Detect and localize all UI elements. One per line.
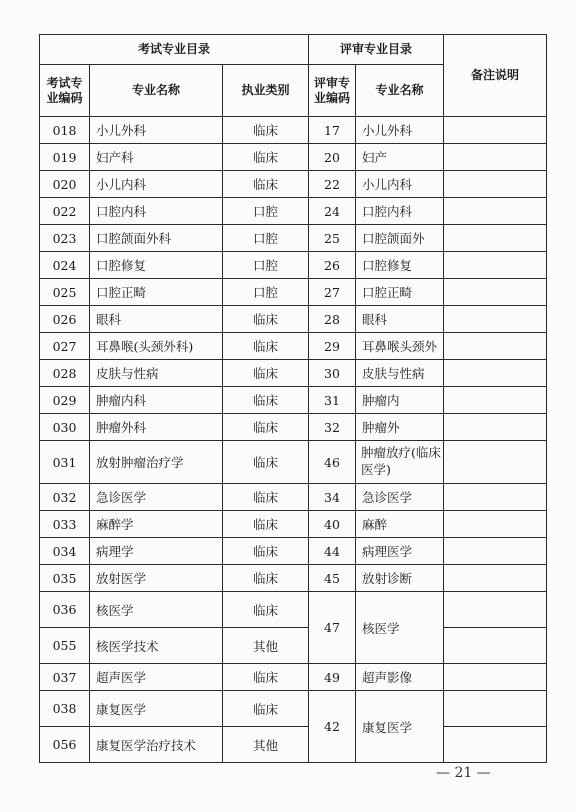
review-code: 32 — [309, 414, 356, 441]
review-code: 28 — [309, 306, 356, 333]
table-row — [40, 538, 547, 565]
review-name: 小儿外科 — [356, 117, 444, 144]
table-row — [40, 628, 547, 664]
exam-name: 妇产科 — [90, 144, 223, 171]
exam-code: 026 — [40, 306, 90, 333]
remarks-cell — [444, 592, 547, 628]
exam-name: 肿瘤内科 — [90, 387, 223, 414]
review-name: 耳鼻喉头颈外 — [356, 333, 444, 360]
table-row — [40, 387, 547, 414]
table-row — [40, 279, 547, 306]
practice-type: 临床 — [223, 387, 309, 414]
table-row — [40, 592, 547, 628]
exam-code: 055 — [40, 628, 90, 664]
exam-code: 037 — [40, 664, 90, 691]
remarks-cell — [444, 664, 547, 691]
table-row — [40, 414, 547, 441]
review-name: 皮肤与性病 — [356, 360, 444, 387]
review-name: 小儿内科 — [356, 171, 444, 198]
practice-type-header: 执业类别 — [223, 65, 309, 117]
exam-code: 028 — [40, 360, 90, 387]
table-row — [40, 484, 547, 511]
review-name: 超声影像 — [356, 664, 444, 691]
exam-code: 030 — [40, 414, 90, 441]
practice-type: 临床 — [223, 441, 309, 484]
review-catalog-header: 评审专业目录 — [309, 35, 444, 65]
remarks-cell — [444, 117, 547, 144]
review-code: 40 — [309, 511, 356, 538]
review-code: 42 — [309, 691, 356, 763]
remarks-cell — [444, 198, 547, 225]
exam-name-header: 专业名称 — [90, 65, 223, 117]
review-code: 22 — [309, 171, 356, 198]
review-code: 30 — [309, 360, 356, 387]
table-row — [40, 691, 547, 727]
exam-code: 023 — [40, 225, 90, 252]
practice-type: 临床 — [223, 592, 309, 628]
exam-code: 034 — [40, 538, 90, 565]
review-code: 31 — [309, 387, 356, 414]
exam-code: 019 — [40, 144, 90, 171]
review-code: 27 — [309, 279, 356, 306]
exam-name: 口腔修复 — [90, 252, 223, 279]
table-row — [40, 441, 547, 484]
review-code: 26 — [309, 252, 356, 279]
review-name: 口腔颌面外 — [356, 225, 444, 252]
exam-code: 024 — [40, 252, 90, 279]
exam-code: 029 — [40, 387, 90, 414]
exam-code: 033 — [40, 511, 90, 538]
remarks-header: 备注说明 — [444, 35, 547, 117]
remarks-cell — [444, 628, 547, 664]
review-name: 口腔内科 — [356, 198, 444, 225]
exam-code: 025 — [40, 279, 90, 306]
table-row — [40, 117, 547, 144]
review-code: 29 — [309, 333, 356, 360]
practice-type: 口腔 — [223, 225, 309, 252]
practice-type: 临床 — [223, 484, 309, 511]
practice-type: 临床 — [223, 664, 309, 691]
specialty-catalog-table — [39, 34, 547, 763]
exam-name: 小儿内科 — [90, 171, 223, 198]
review-name-header: 专业名称 — [356, 65, 444, 117]
table-row — [40, 333, 547, 360]
table-row — [40, 565, 547, 592]
review-name: 肿瘤外 — [356, 414, 444, 441]
review-name: 妇产 — [356, 144, 444, 171]
remarks-cell — [444, 252, 547, 279]
exam-name: 眼科 — [90, 306, 223, 333]
remarks-cell — [444, 360, 547, 387]
remarks-cell — [444, 484, 547, 511]
header-row-1 — [40, 35, 547, 65]
exam-name: 超声医学 — [90, 664, 223, 691]
practice-type: 口腔 — [223, 252, 309, 279]
exam-name: 肿瘤外科 — [90, 414, 223, 441]
exam-code-header: 考试专业编码 — [40, 65, 90, 117]
exam-code: 027 — [40, 333, 90, 360]
practice-type: 临床 — [223, 511, 309, 538]
table-row — [40, 171, 547, 198]
practice-type: 临床 — [223, 144, 309, 171]
table-row — [40, 360, 547, 387]
exam-name: 小儿外科 — [90, 117, 223, 144]
review-code: 17 — [309, 117, 356, 144]
exam-name: 口腔正畸 — [90, 279, 223, 306]
practice-type: 口腔 — [223, 279, 309, 306]
exam-code: 032 — [40, 484, 90, 511]
remarks-cell — [444, 171, 547, 198]
review-name: 急诊医学 — [356, 484, 444, 511]
table-row — [40, 511, 547, 538]
remarks-cell — [444, 511, 547, 538]
remarks-cell — [444, 387, 547, 414]
remarks-cell — [444, 691, 547, 727]
practice-type: 临床 — [223, 691, 309, 727]
remarks-cell — [444, 538, 547, 565]
review-code: 46 — [309, 441, 356, 484]
remarks-cell — [444, 727, 547, 763]
remarks-cell — [444, 565, 547, 592]
table-row — [40, 225, 547, 252]
exam-code: 038 — [40, 691, 90, 727]
exam-name: 康复医学治疗技术 — [90, 727, 223, 763]
review-code: 45 — [309, 565, 356, 592]
review-name: 康复医学 — [356, 691, 444, 763]
remarks-cell — [444, 333, 547, 360]
review-name: 病理医学 — [356, 538, 444, 565]
review-code: 44 — [309, 538, 356, 565]
exam-name: 康复医学 — [90, 691, 223, 727]
review-name: 核医学 — [356, 592, 444, 664]
review-code: 25 — [309, 225, 356, 252]
exam-code: 031 — [40, 441, 90, 484]
exam-name: 放射肿瘤治疗学 — [90, 441, 223, 484]
practice-type: 临床 — [223, 565, 309, 592]
exam-code: 056 — [40, 727, 90, 763]
review-name: 口腔修复 — [356, 252, 444, 279]
exam-name: 口腔颌面外科 — [90, 225, 223, 252]
review-code: 47 — [309, 592, 356, 664]
table-row — [40, 252, 547, 279]
table-row — [40, 144, 547, 171]
practice-type: 临床 — [223, 306, 309, 333]
exam-name: 麻醉学 — [90, 511, 223, 538]
remarks-cell — [444, 144, 547, 171]
review-code: 20 — [309, 144, 356, 171]
review-name: 放射诊断 — [356, 565, 444, 592]
practice-type: 临床 — [223, 117, 309, 144]
exam-code: 022 — [40, 198, 90, 225]
exam-code: 036 — [40, 592, 90, 628]
review-name: 麻醉 — [356, 511, 444, 538]
table-row — [40, 198, 547, 225]
exam-name: 核医学 — [90, 592, 223, 628]
exam-name: 放射医学 — [90, 565, 223, 592]
exam-code: 035 — [40, 565, 90, 592]
review-code: 34 — [309, 484, 356, 511]
exam-catalog-header: 考试专业目录 — [40, 35, 309, 65]
practice-type: 临床 — [223, 414, 309, 441]
exam-name: 口腔内科 — [90, 198, 223, 225]
exam-name: 皮肤与性病 — [90, 360, 223, 387]
practice-type: 临床 — [223, 171, 309, 198]
practice-type: 临床 — [223, 360, 309, 387]
review-name: 肿瘤内 — [356, 387, 444, 414]
remarks-cell — [444, 306, 547, 333]
review-code: 49 — [309, 664, 356, 691]
review-code: 24 — [309, 198, 356, 225]
exam-name: 耳鼻喉(头颈外科) — [90, 333, 223, 360]
table-row — [40, 306, 547, 333]
exam-name: 核医学技术 — [90, 628, 223, 664]
page-number: — 21 — — [436, 765, 491, 781]
exam-name: 病理学 — [90, 538, 223, 565]
practice-type: 临床 — [223, 538, 309, 565]
exam-code: 020 — [40, 171, 90, 198]
remarks-cell — [444, 414, 547, 441]
practice-type: 其他 — [223, 727, 309, 763]
practice-type: 口腔 — [223, 198, 309, 225]
remarks-cell — [444, 225, 547, 252]
review-code-header: 评审专业编码 — [309, 65, 356, 117]
table-row — [40, 664, 547, 691]
practice-type: 其他 — [223, 628, 309, 664]
exam-code: 018 — [40, 117, 90, 144]
remarks-cell — [444, 441, 547, 484]
table-row — [40, 727, 547, 763]
review-name: 眼科 — [356, 306, 444, 333]
review-name: 肿瘤放疗(临床医学) — [356, 441, 444, 484]
remarks-cell — [444, 279, 547, 306]
review-name: 口腔正畸 — [356, 279, 444, 306]
exam-name: 急诊医学 — [90, 484, 223, 511]
practice-type: 临床 — [223, 333, 309, 360]
